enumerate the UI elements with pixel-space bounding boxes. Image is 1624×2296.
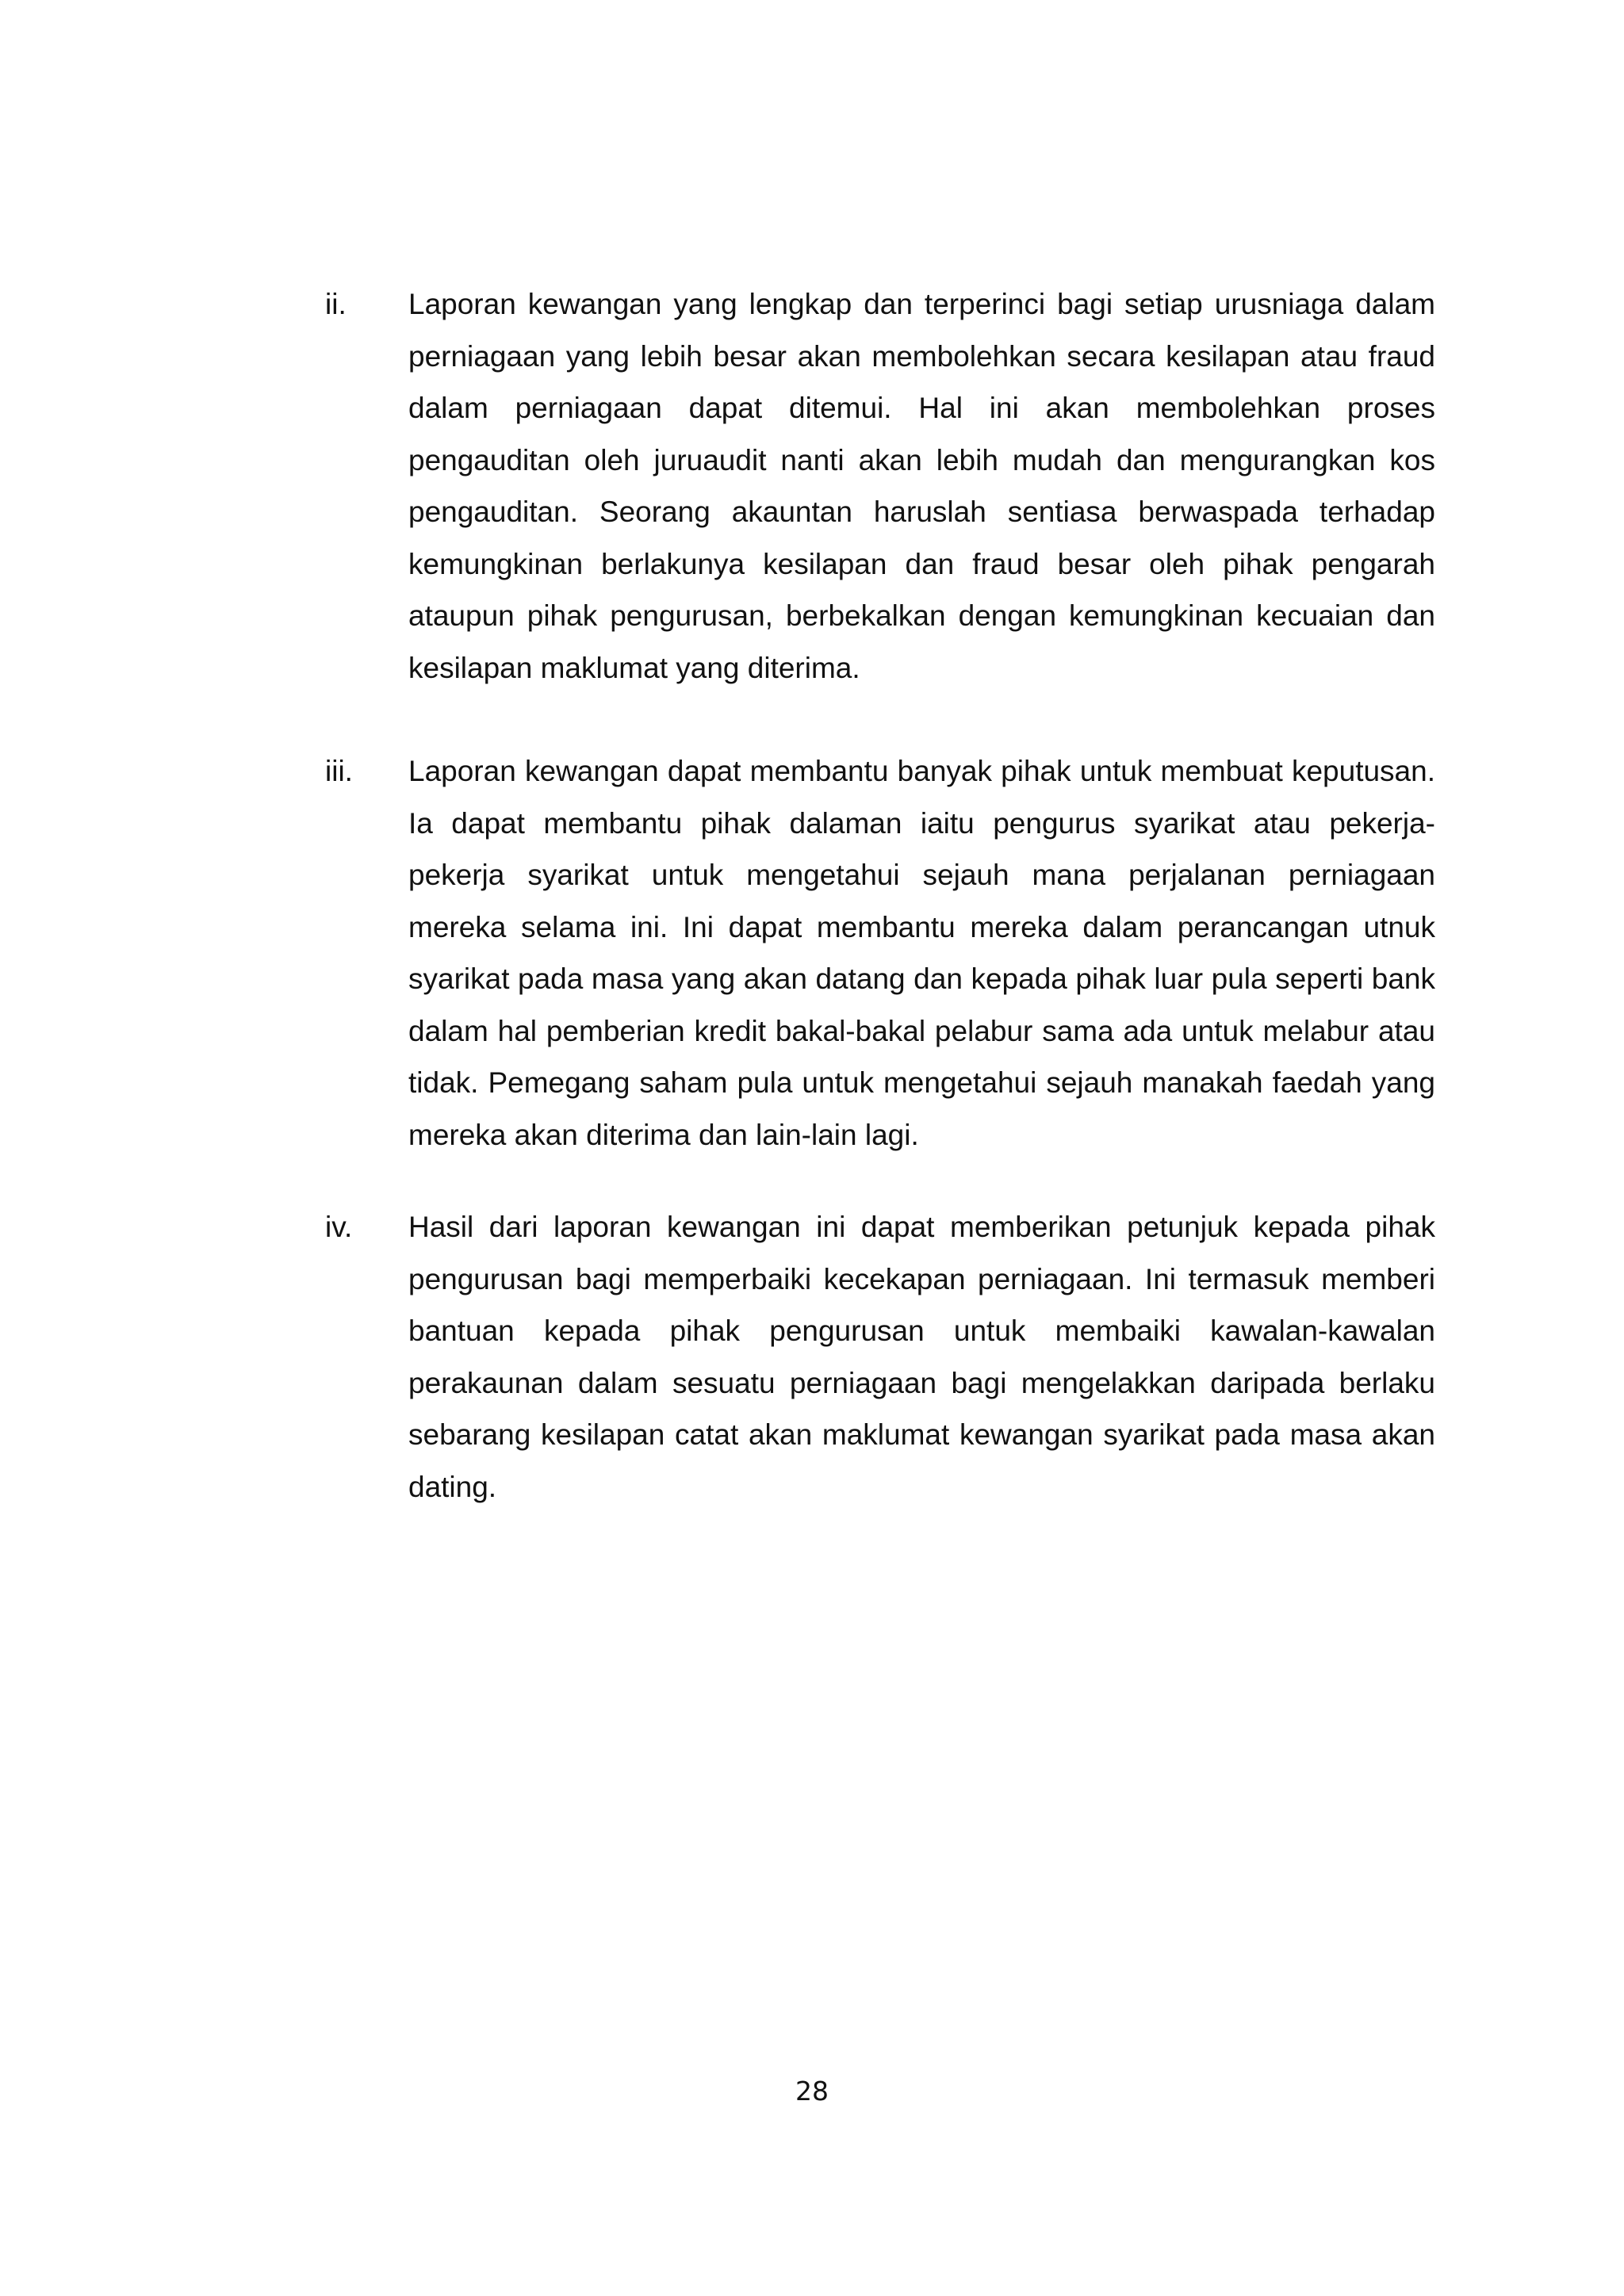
- list-paragraph: Laporan kewangan dapat membantu banyak pihak untuk membuat keputusan. Ia dapat membantu pihak dalaman iaitu pengurus syarikat atau pekerja-pekerja syarikat untuk mengetahui sejauh mana perjalanan perniagaan mereka selama ini. Ini dapat membantu mereka dalam perancangan utnuk syarikat pada masa yang akan datang dan kepada pihak luar pula seperti bank dalam hal pemberian kredit bakal-bakal pelabur sama ada untuk melabur atau tidak. Pemegang saham pula untuk mengetahui sejauh manakah faedah yang mereka akan diterima dan lain-lain lagi.: [408, 755, 1435, 1151]
- list-paragraph: Laporan kewangan yang lengkap dan terperinci bagi setiap urusniaga dalam perniagaan yang lebih besar akan membolehkan secara kesilapan atau fraud dalam perniagaan dapat ditemui. Hal ini akan membolehkan proses pengauditan oleh juruaudit nanti akan lebih mudah dan mengurangkan kos pengauditan. Seorang akauntan haruslah sentiasa berwaspada terhadap kemungkinan berlakunya kesilapan dan fraud besar oleh pihak pengarah ataupun pihak pengurusan, berbekalkan dengan kemungkinan kecuaian dan kesilapan maklumat yang diterima.: [408, 288, 1435, 684]
- page-number: 28: [795, 2076, 829, 2107]
- list-numeral: iii.: [325, 755, 353, 787]
- list-numeral: ii.: [325, 288, 347, 320]
- list-paragraph: Hasil dari laporan kewangan ini dapat memberikan petunjuk kepada pihak pengurusan bagi memperbaiki kecekapan perniagaan. Ini termasuk memberi bantuan kepada pihak pengurusan untuk membaiki kawalan-kawalan perakaunan dalam sesuatu perniagaan bagi mengelakkan daripada berlaku sebarang kesilapan catat akan maklumat kewangan syarikat pada masa akan dating.: [408, 1211, 1435, 1503]
- list-numeral: iv.: [325, 1211, 353, 1243]
